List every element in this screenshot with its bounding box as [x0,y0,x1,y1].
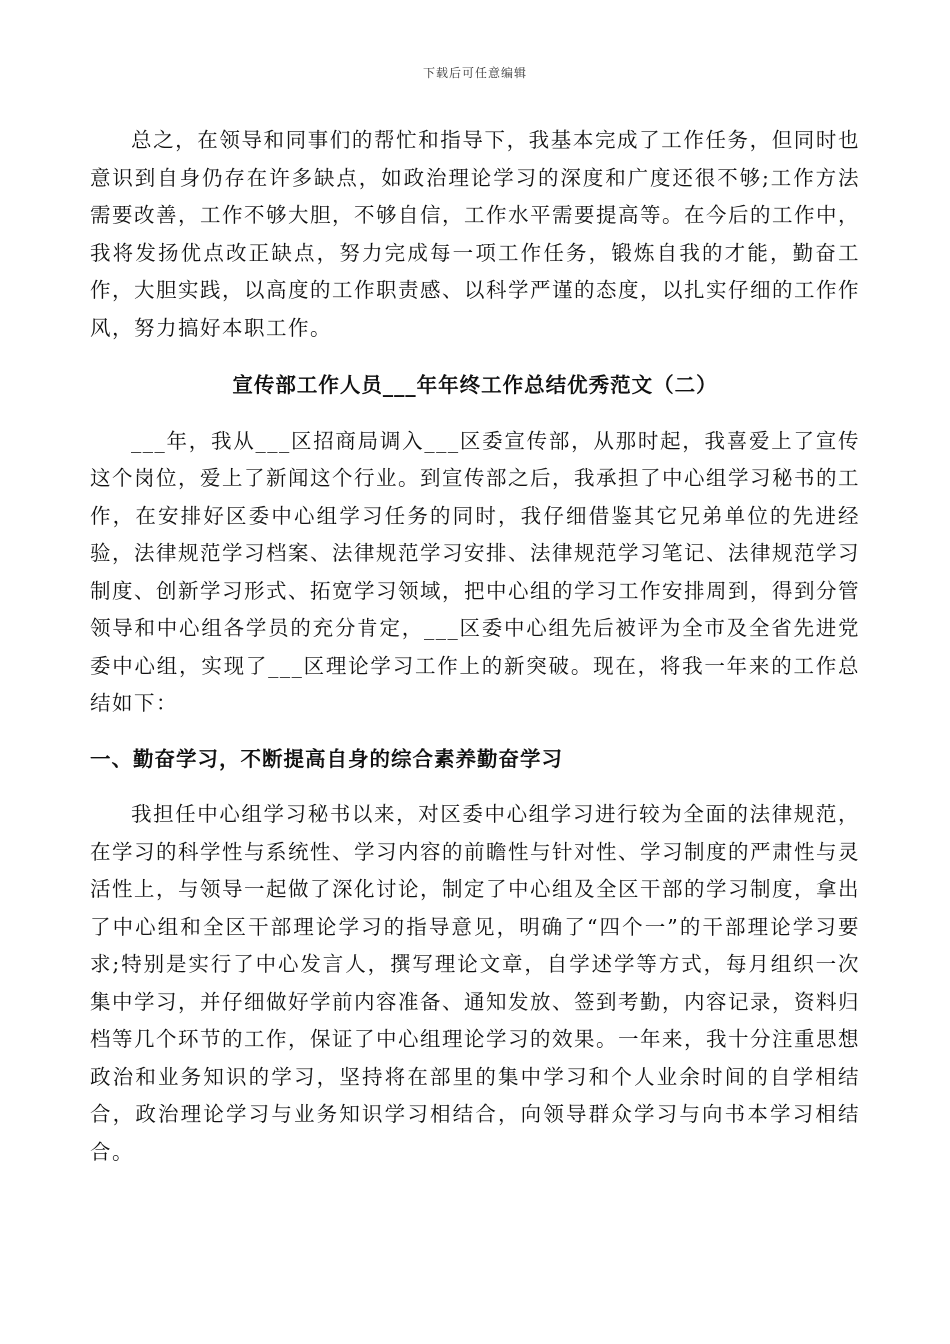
opening-paragraph: ___年，我从___区招商局调入___区委宣传部，从那时起，我喜爱上了宣传这个岗位，爱上了新闻这个行业。到宣传部之后，我承担了中心组学习秘书的工作，在安排好区委中心组学习任务的同时，我仔细借鉴其它兄弟单位的先进经验，法律规范学习档案、法律规范学习安排、法律规范学习笔记、法律规范学习制度、创新学习形式、拓宽学习领域，把中心组的学习工作安排周到，得到分管领导和中心组各学员的充分肯定，___区委中心组先后被评为全市及全省先进党委中心组，实现了___区理论学习工作上的新突破。现在，将我一年来的工作总结如下： [90,428,860,715]
section-1-paragraph: 我担任中心组学习秘书以来，对区委中心组学习进行较为全面的法律规范，在学习的科学性与系统性、学习内容的前瞻性与针对性、学习制度的严肃性与灵活性上，与领导一起做了深化讨论，制定了中心组及全区干部的学习制度，拿出了中心组和全区干部理论学习的指导意见，明确了“四个一”的干部理论学习要求;特别是实行了中心发言人，撰写理论文章，自学述学等方式，每月组织一次集中学习，并仔细做好学前内容准备、通知发放、签到考勤，内容记录，资料归档等几个环节的工作，保证了中心组理论学习的效果。一年来，我十分注重思想政治和业务知识的学习，坚持将在部里的集中学习和个人业余时间的自学相结合，政治理论学习与业务知识学习相结合，向领导群众学习与向书本学习相结合。 [90,802,860,1164]
page-header-note: 下载后可任意编辑 [422,66,527,80]
intro-paragraph: 总之，在领导和同事们的帮忙和指导下，我基本完成了工作任务，但同时也意识到自身仍存在许多缺点，如政治理论学习的深度和广度还很不够;工作方法需要改善，工作不够大胆，不够自信，工作水平需要提高等。在今后的工作中，我将发扬优点改正缺点，努力完成每一项工作任务，锻炼自我的才能，勤奋工作，大胆实践，以高度的工作职责感、以科学严谨的态度，以扎实仔细的工作作风，努力搞好本职工作。 [90,128,860,340]
document-title: 宣传部工作人员___年年终工作总结优秀范文（二） [232,373,718,397]
section-1-heading: 一、勤奋学习，不断提高自身的综合素养勤奋学习 [90,746,563,771]
document-body [90,122,860,1171]
